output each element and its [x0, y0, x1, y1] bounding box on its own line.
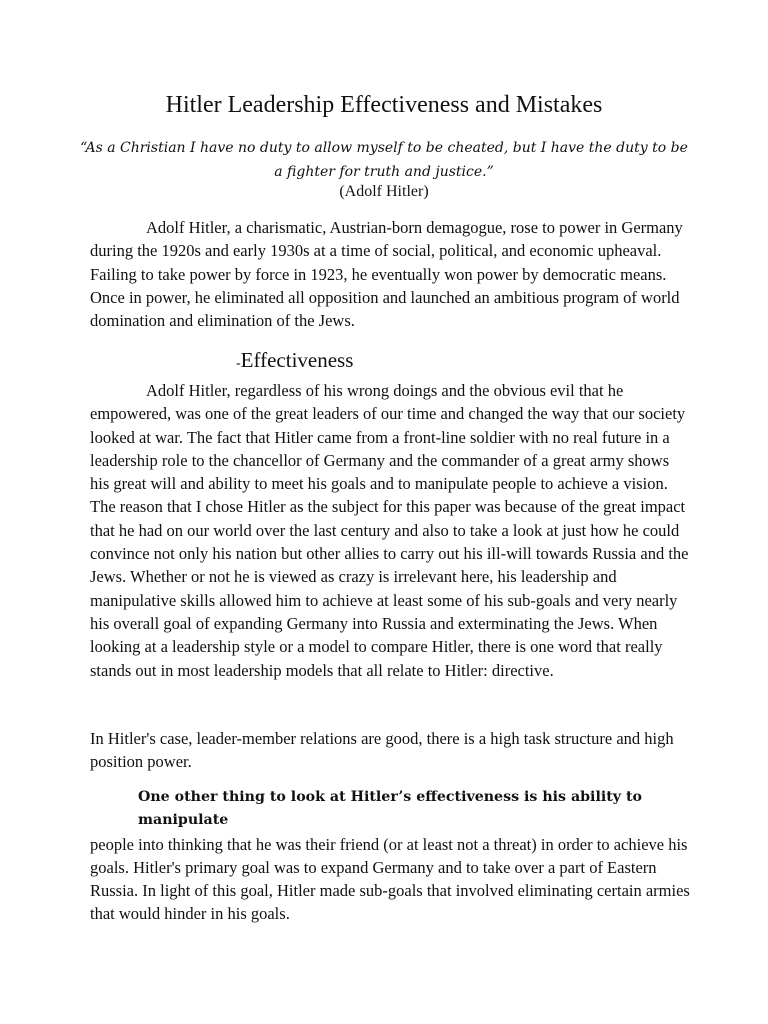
relations-paragraph: In Hitler's case, leader-member relations are good, there is a high task structure and high position power. — [90, 729, 674, 772]
effectiveness-paragraph: Adolf Hitler, regardless of his wrong doings and the obvious evil that he empowered, was one of the great leaders of our time and changed the way that our society looked at war. The fact that Hitler came from a front-line soldier with no real future in a leadership role to the chancellor of Germany and the commander of a great army shows his great will and ability to meet his goals and to manipulate people to achieve a vision. The reason that I chose Hitler as the subject for this paper was because of the great impact that he had on our world over the last century and also to take a look at just how he could convince not only his nation but other allies to carry out his ill-will towards Russia and the Jews. Whether or not he is viewed as crazy is irrelevant here, his leadership and manipulative skills allowed him to achieve at least some of his sub-goals and very nearly his overall goal of expanding Germany into Russia and exterminating the Jews. When looking at a leadership style or a model to compare Hitler, there is one word that really stands out in most leadership models that all relate to Hitler: directive. — [90, 381, 689, 680]
section-heading-text: Effectiveness — [240, 348, 354, 372]
manipulation-paragraph-block — [90, 786, 690, 926]
epigraph-quote: “As a Christian I have no duty to allow myself to be cheated, but I have the duty to be a fighter for truth and justice.” — [80, 140, 688, 180]
section-heading-dash: - — [236, 356, 241, 371]
manipulation-paragraph: people into thinking that he was their friend (or at least not a threat) in order to achieve his goals. Hitler's primary goal was to expand Germany and to take over a part of Eastern Russia. In light of this goal, Hitler made sub-goals that involved eliminating certain armies that would hinder in his goals. — [90, 834, 690, 924]
intro-paragraph: Adolf Hitler, a charismatic, Austrian-born demagogue, rose to power in Germany during the 1920s and early 1930s at a time of social, political, and economic upheaval. Failing to take power by force in 1923, he eventually won power by democratic means. Once in power, he eliminated all opposition and launched an ambitious program of world domination and elimination of the Jews. — [90, 218, 683, 331]
document-title: Hitler Leadership Effectiveness and Mistakes — [165, 92, 603, 118]
section-heading-effectiveness — [236, 346, 353, 378]
quote-attribution: (Adolf Hitler) — [339, 183, 429, 200]
manipulation-lead-sentence: One other thing to look at Hitler’s effectiveness is his ability to manipulate — [138, 789, 642, 829]
